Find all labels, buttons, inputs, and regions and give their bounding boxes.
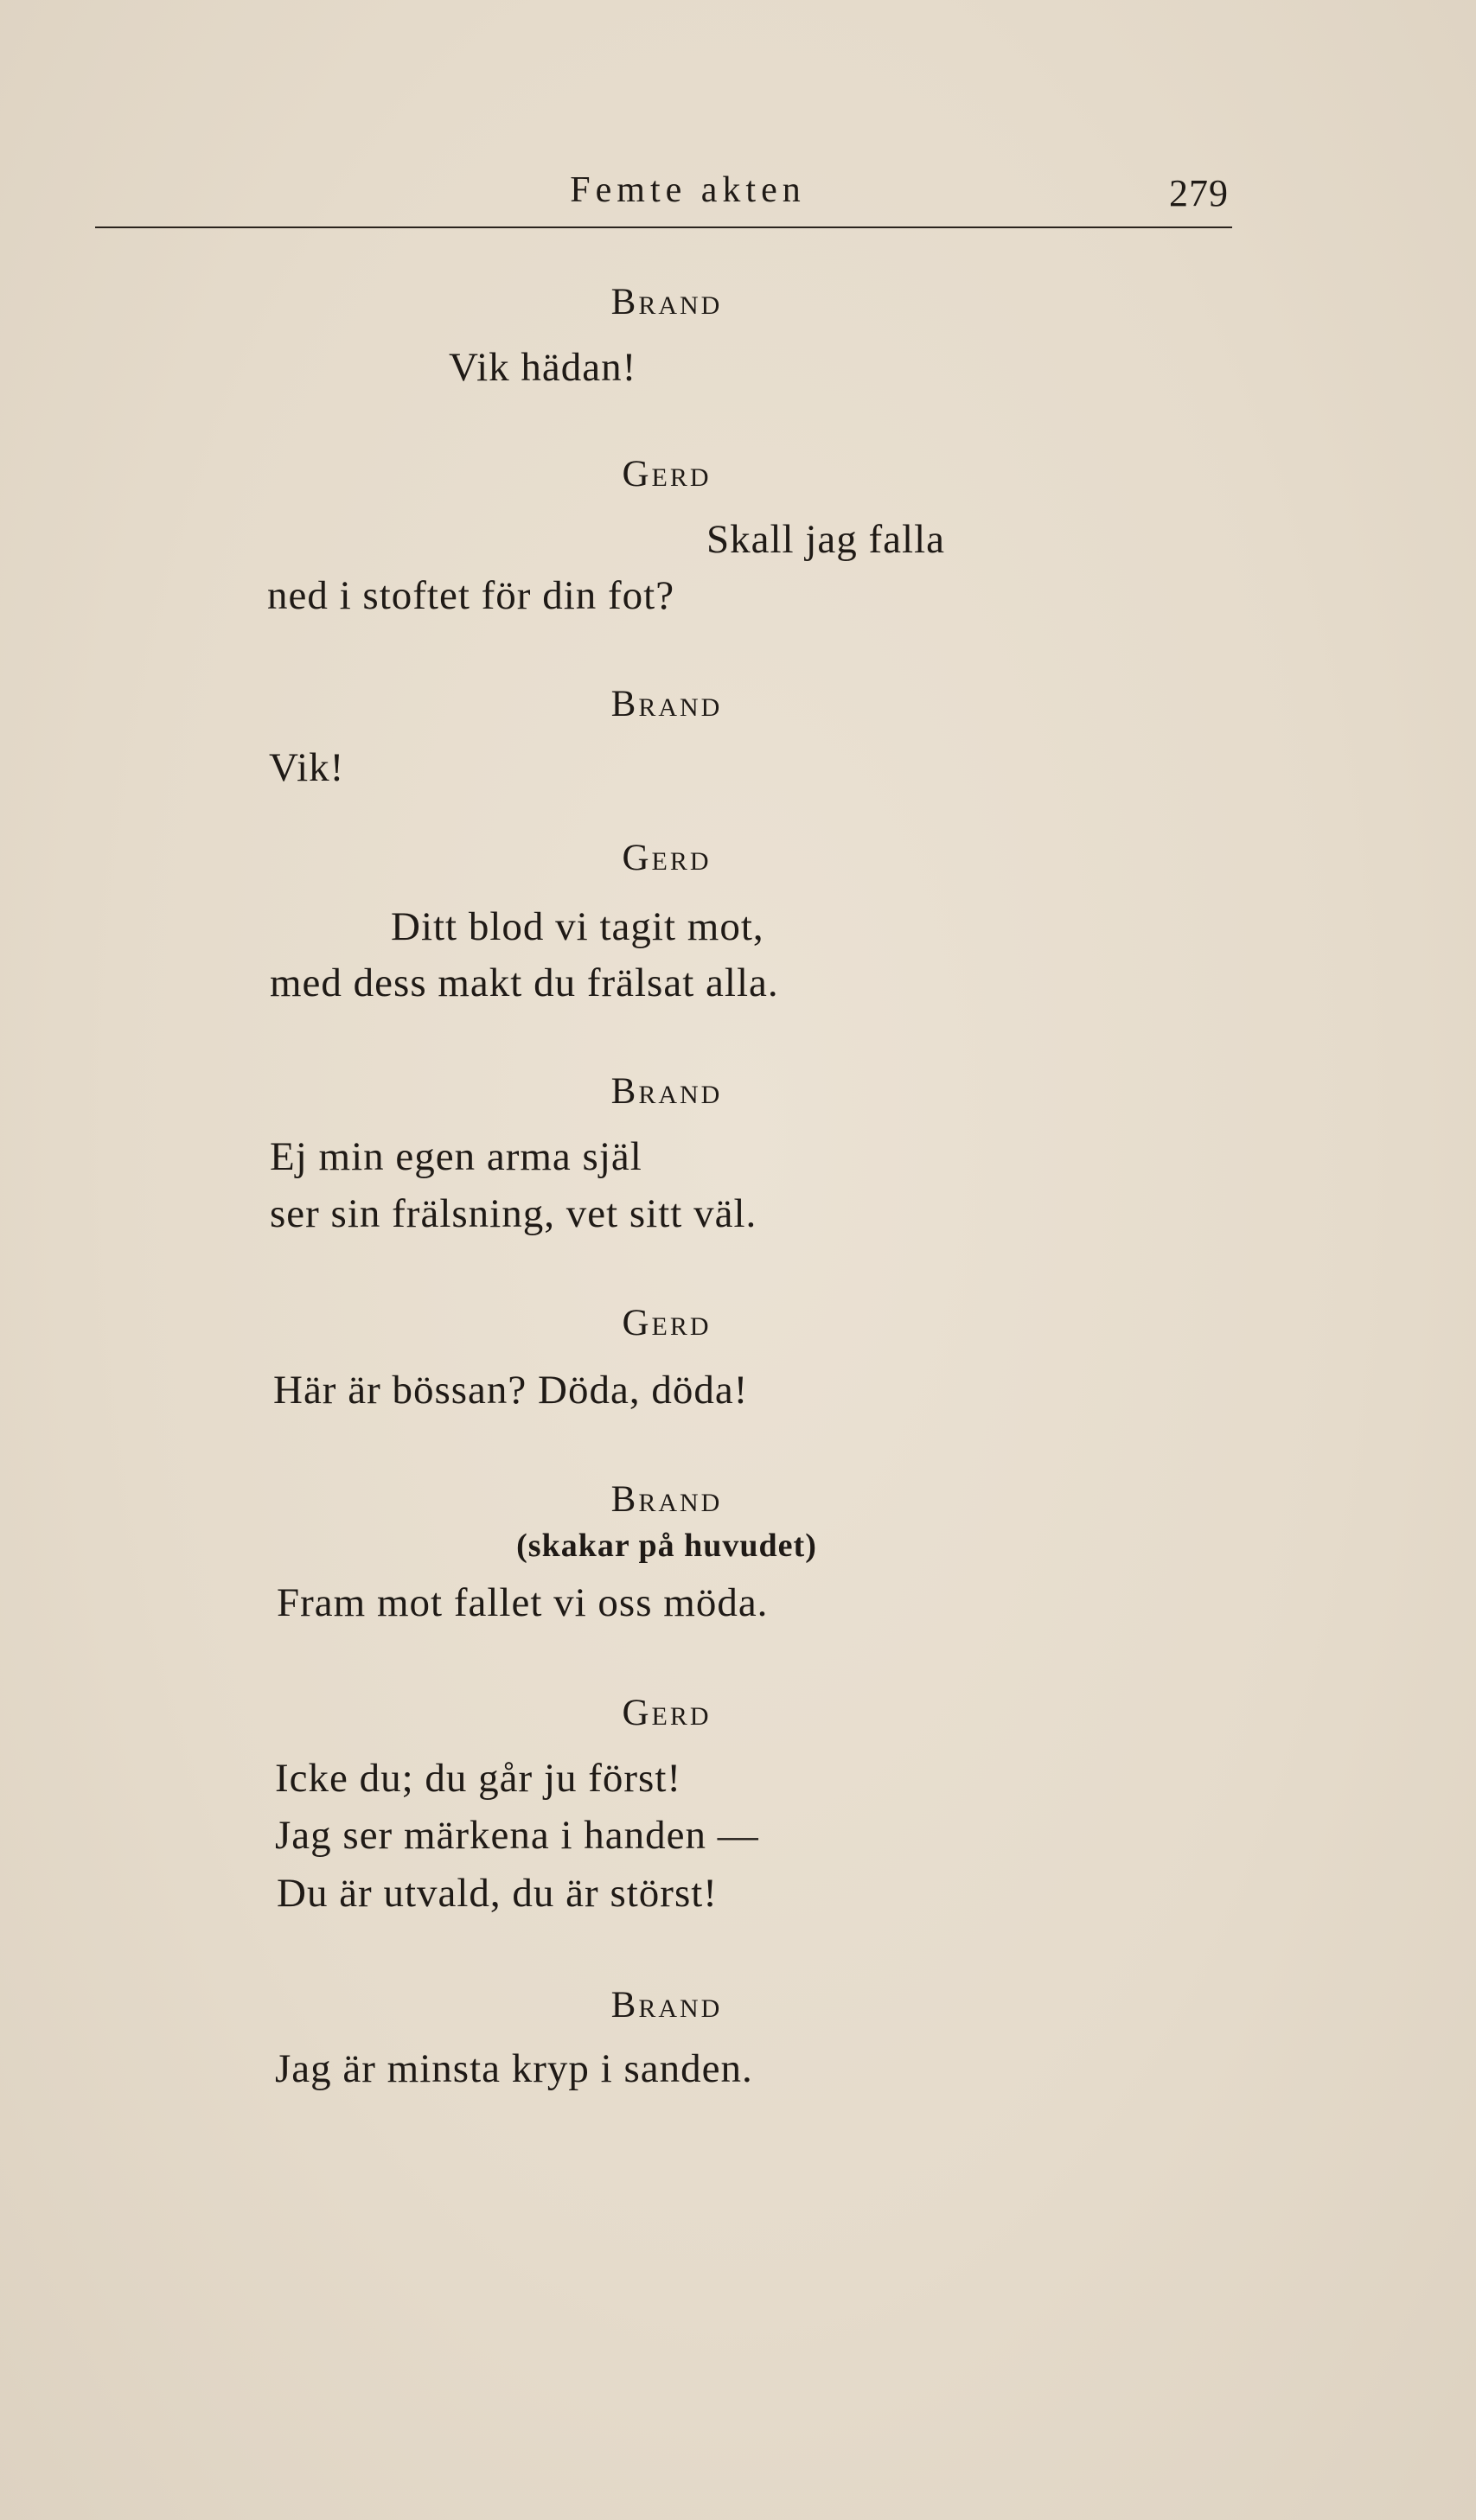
speaker-name: Brand bbox=[610, 282, 723, 322]
speaker-name: Brand bbox=[610, 684, 723, 724]
speaker-name: Gerd bbox=[622, 838, 712, 878]
running-header: Femte akten bbox=[570, 170, 806, 210]
verse-line: Vik! bbox=[269, 745, 345, 790]
verse-line: ned i stoftet för din fot? bbox=[267, 573, 675, 618]
stage-direction: (skakar på huvudet) bbox=[516, 1528, 817, 1564]
verse-line: Jag är minsta kryp i sanden. bbox=[275, 2046, 753, 2091]
speaker-name: Brand bbox=[610, 1479, 723, 1520]
page-number: 279 bbox=[1169, 172, 1229, 214]
verse-line: Du är utvald, du är störst! bbox=[277, 1871, 718, 1916]
verse-line: Jag ser märkena i handen — bbox=[275, 1813, 759, 1858]
verse-line: Ej min egen arma själ bbox=[270, 1134, 642, 1179]
verse-line: Vik hädan! bbox=[449, 345, 637, 390]
verse-line: Fram mot fallet vi oss möda. bbox=[277, 1580, 769, 1625]
verse-line: Icke du; du går ju först! bbox=[275, 1756, 682, 1801]
speaker-name: Gerd bbox=[622, 454, 712, 494]
header-rule bbox=[95, 226, 1232, 228]
speaker-name: Gerd bbox=[622, 1303, 712, 1343]
verse-line: Skall jag falla bbox=[706, 517, 946, 562]
speaker-name: Brand bbox=[610, 1985, 723, 2026]
speaker-name: Gerd bbox=[622, 1693, 712, 1733]
speaker-name: Brand bbox=[610, 1071, 723, 1112]
verse-line: Här är bössan? Döda, döda! bbox=[273, 1368, 749, 1413]
verse-line: med dess makt du frälsat alla. bbox=[270, 960, 779, 1005]
verse-line: Ditt blod vi tagit mot, bbox=[391, 904, 764, 949]
verse-line: ser sin frälsning, vet sitt väl. bbox=[270, 1191, 757, 1236]
